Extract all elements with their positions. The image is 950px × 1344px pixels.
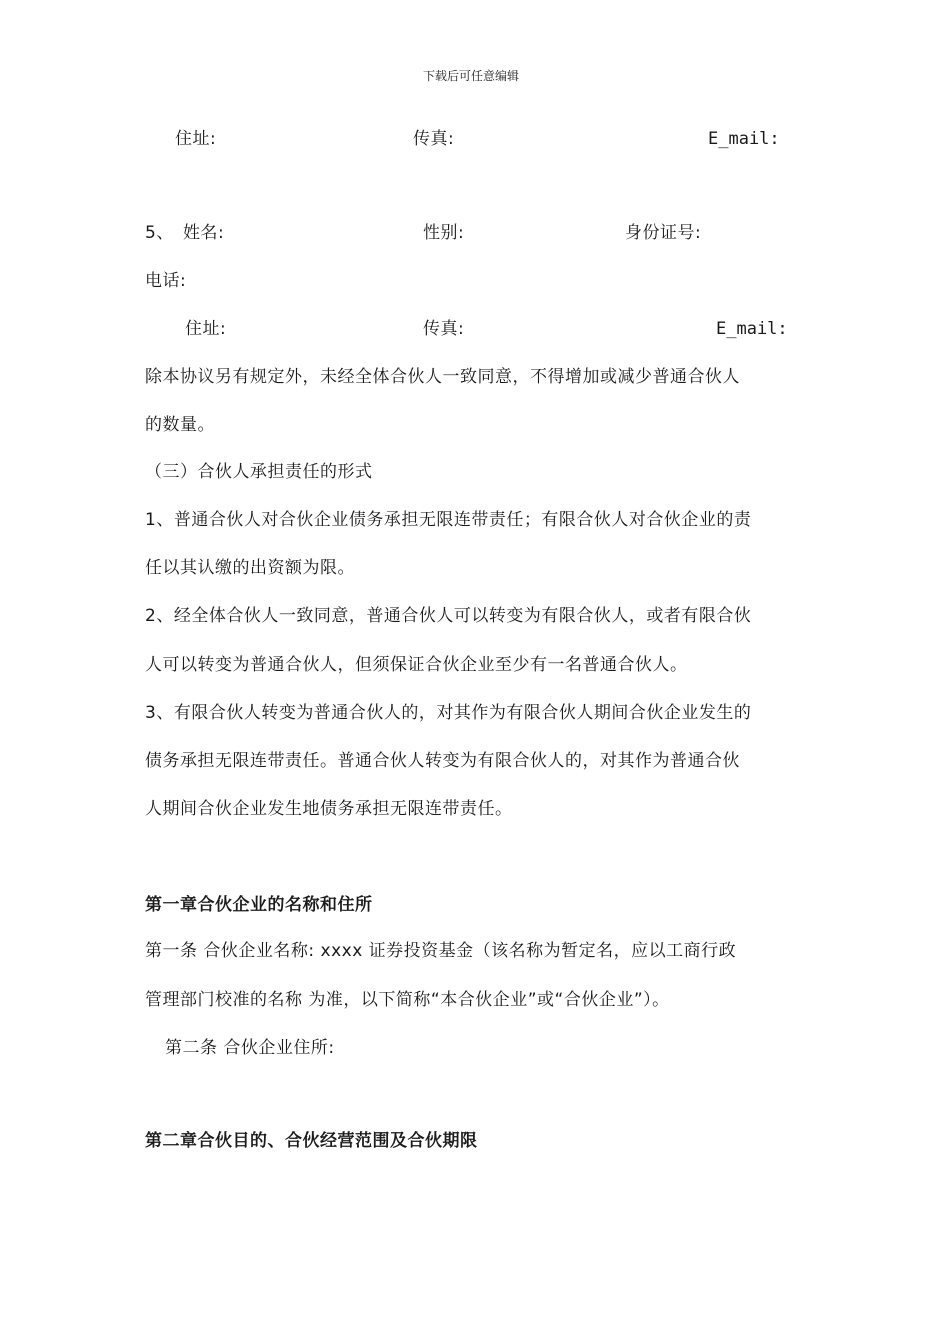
section3-item2-line1: 2、经全体合伙人一致同意，普通合伙人可以转变为有限合伙人，或者有限合伙 xyxy=(145,606,752,626)
partner5-address-label: 住址: xyxy=(185,319,227,339)
chapter1-article1-line2: 管理部门校准的名称 为准，以下简称“本合伙企业”或“合伙企业”）。 xyxy=(145,990,670,1010)
clause-partner-count-line2: 的数量。 xyxy=(145,415,215,435)
partner5-name-label: 姓名: xyxy=(183,223,225,243)
partner5-number: 5、 xyxy=(145,223,174,243)
partner4-address-label: 住址: xyxy=(175,129,217,149)
section3-item1-line2: 任以其认缴的出资额为限。 xyxy=(145,558,355,578)
section3-item3-line2: 债务承担无限连带责任。普通合伙人转变为有限合伙人的，对其作为普通合伙 xyxy=(145,751,740,771)
chapter1-article2: 第二条 合伙企业住所: xyxy=(165,1038,335,1058)
chapter1-title: 第一章合伙企业的名称和住所 xyxy=(145,895,373,915)
section3-item3-line3: 人期间合伙企业发生地债务承担无限连带责任。 xyxy=(145,799,513,819)
page-header: 下载后可任意编辑 xyxy=(423,69,520,83)
partner5-id-label: 身份证号: xyxy=(625,223,702,243)
chapter1-article1-line1: 第一条 合伙企业名称: xxxx 证券投资基金（该名称为暂定名，应以工商行政 xyxy=(145,941,737,961)
partner4-email-label: E_mail: xyxy=(708,129,780,149)
partner5-gender-label: 性别: xyxy=(423,223,465,243)
clause-partner-count-line1: 除本协议另有规定外，未经全体合伙人一致同意，不得增加或减少普通合伙人 xyxy=(145,367,740,387)
partner5-phone-label: 电话: xyxy=(145,271,187,291)
partner5-fax-label: 传真: xyxy=(423,319,465,339)
section3-title: （三）合伙人承担责任的形式 xyxy=(145,462,373,482)
chapter2-title: 第二章合伙目的、合伙经营范围及合伙期限 xyxy=(145,1131,478,1151)
section3-item2-line2: 人可以转变为普通合伙人，但须保证合伙企业至少有一名普通合伙人。 xyxy=(145,655,688,675)
partner4-fax-label: 传真: xyxy=(413,129,455,149)
section3-item3-line1: 3、有限合伙人转变为普通合伙人的，对其作为有限合伙人期间合伙企业发生的 xyxy=(145,703,752,723)
section3-item1-line1: 1、普通合伙人对合伙企业债务承担无限连带责任；有限合伙人对合伙企业的责 xyxy=(145,510,752,530)
partner5-email-label: E_mail: xyxy=(716,319,788,339)
